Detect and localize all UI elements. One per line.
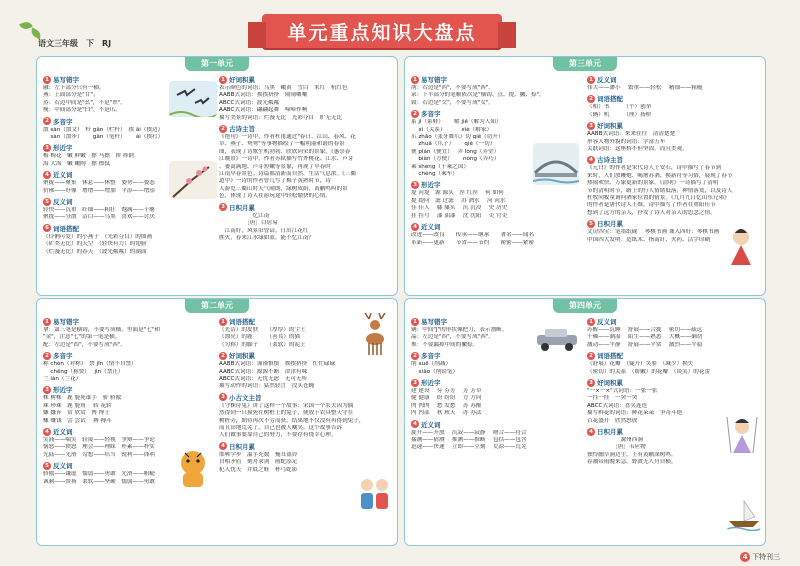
content-line: （烂漫无比）的春天 （波光粼粼）的湖面	[43, 248, 147, 255]
girl-swing-illustration	[723, 417, 761, 459]
content-line: 草、燕子、鸳鸯"等事物描绘了一幅明丽和谐的春景	[219, 141, 345, 148]
content-line: 来时，人们放鞭炮、喝屠苏酒、换新符等习俗，展现了春节	[587, 172, 733, 179]
content-line: 乘 shèng（千乘之国）	[411, 163, 469, 170]
section-number-badge: 2	[411, 110, 419, 118]
section-title: 好词积累	[597, 379, 623, 388]
content-line: 录：下半部分的笔顺依次是"横钩、点、提、撇、捺"。	[411, 92, 545, 99]
content-line: 轻快——沉重 纤细——粗壮 饱满——干瘪	[43, 207, 155, 214]
section-heading	[411, 109, 583, 118]
content-line: 表示颜色的词语：乌黑 嫩黄 雪白 朱红 杭红色	[219, 85, 348, 91]
content-line: 揣测——猜测 推测——推断 包括——包含	[411, 437, 527, 444]
content-line: 瘦：中间部分是"臼"，不是爪。	[43, 107, 121, 114]
section-number-badge: 3	[587, 122, 595, 130]
content-line: 百花盛开 欣然怒放	[587, 417, 638, 424]
content-line: 邯郸学步 滥竽充数 掩耳盗铃	[219, 451, 298, 458]
content-line: 热闹欢快、万象更新的景象。《清明》一诗描写了清明	[587, 180, 719, 187]
unit1-card	[36, 56, 398, 296]
content-line: ABCC式词语：无忧无虑 无可无所	[219, 376, 308, 383]
section-number-badge: 1	[587, 318, 595, 326]
section-title: 日积月累	[229, 203, 255, 212]
section-number-badge: 2	[587, 95, 595, 103]
section-heading	[411, 222, 583, 231]
section-title: 古诗主旨	[597, 156, 623, 165]
content-line: 人们做事要靠自己的努力，不要存有侥幸心理。	[219, 432, 337, 439]
section-title: 易写错字	[53, 318, 79, 326]
section-title: 反义词	[53, 198, 73, 207]
grade-label: 语文三年级 下 RJ	[38, 39, 112, 48]
section-number-badge: 5	[587, 220, 595, 228]
section-title: 好词积累	[229, 76, 255, 84]
content-line: 一挂一挂 一突一突	[587, 395, 638, 402]
section-number-badge: 3	[219, 393, 227, 401]
section-number-badge: 1	[411, 76, 419, 84]
content-line: 佳 佳人 膝 膝头 沉 沉浸 史 历史	[411, 205, 508, 212]
footer-label: 下特刊三	[752, 553, 780, 561]
section-title: 好词积累	[597, 122, 623, 131]
section-heading	[411, 75, 583, 84]
content-line: 削 xuē（削减）	[411, 361, 452, 368]
content-line: ABCC式词语：喜笑连连	[587, 402, 648, 409]
title-ribbon	[262, 14, 502, 48]
section-heading	[219, 203, 393, 212]
car-illustration	[533, 325, 581, 353]
content-line: 《守株待兔》讲了这样一个故事：宋国一个农夫因为偶	[219, 402, 354, 409]
content-line: 革新——更新 节省——节约 密密——紧密	[411, 239, 535, 246]
content-line: 系 jì（系鞋） 解 jiě（解为人知）	[411, 119, 502, 126]
content-line: 健 健康 纷 纷纷 方 方向	[411, 395, 482, 402]
content-line: 文房四宝：笔墨纸砚 琴棋书画 兼入四好：琴棋书画	[587, 229, 720, 236]
page-footer	[740, 552, 780, 562]
section-heading	[43, 317, 215, 326]
section-number-badge: 1	[587, 76, 595, 84]
content-line: 的作者是唐代诗人王维，诗中描写了作者在重阳佳节	[587, 202, 716, 209]
section-heading	[411, 420, 583, 429]
plum-branch-illustration	[169, 161, 217, 199]
section-title: 词语搭配	[597, 352, 623, 361]
content-line: 拿：第三笔是横钩，不要写成横。里面是"七"和	[43, 327, 161, 333]
content-line: 胜火，春来江水绿如蓝。能不忆江南？	[219, 234, 315, 241]
section-title: 词语搭配	[229, 318, 255, 326]
content-line: 赚 赚钱 尝 尝试 搏 搏斗	[43, 417, 112, 424]
content-line: 杜牧向牧童询问酒家位置的情景。《九月九日忆山东兄弟》	[587, 195, 730, 202]
content-line: 兰 lán（兰花）	[43, 376, 82, 383]
section-number-badge: 1	[219, 318, 227, 326]
content-line: 融：左下部分只有一横。	[43, 85, 105, 91]
section-title: 古诗主旨	[229, 125, 255, 134]
content-line: 恼怒——愤怒 理会——理睬 朴素——朴实	[43, 444, 155, 451]
section-heading	[587, 155, 761, 164]
header	[0, 0, 800, 52]
tiger-illustration	[171, 445, 215, 489]
section-heading	[587, 121, 761, 130]
content-line: 建 建设 芬 芬芳 芳 芳草	[411, 388, 482, 395]
unit4-card	[404, 298, 766, 546]
section-number-badge: 2	[219, 352, 227, 360]
content-line: （舒展）花瓣 （疑开）笑脸 （减少）损失	[587, 361, 694, 368]
content-line: AABB式词语：来来往往 清清楚楚	[587, 131, 676, 138]
section-title: 多音字	[421, 352, 441, 361]
section-title: 多音字	[421, 110, 441, 119]
content-line: 节的清明时节，路上的行人情绪低落，神情落寞，以及诗人	[587, 187, 733, 194]
section-number-badge: 1	[43, 318, 51, 326]
content-line: 江晚景》一诗中，作者苏轼描写竹外桃花、江水、芦芽	[219, 156, 354, 163]
section-number-badge: 3	[219, 203, 227, 211]
content-line: 杞人忧天 井底之蛙 杯弓蛇影	[219, 466, 298, 473]
section-number-badge: 3	[411, 379, 419, 387]
swallow-illustration	[169, 81, 217, 117]
content-line: （矿类无比）的天空 （轻快有力）的翅膀	[43, 241, 147, 248]
unit3-card	[404, 56, 766, 296]
section-number-badge: 2	[411, 352, 419, 360]
section-number-badge: 1	[43, 76, 51, 84]
section-heading	[43, 224, 215, 233]
content-line: 描写鲜花的词语：鲜花朵朵 争奇斗艳	[587, 410, 683, 417]
content-line: 散 sàn（散文） 杆 gān（栏杆） 挨 āi（挨边）	[43, 126, 164, 133]
content-line: 关联词语：这座桥不但坚固，而且美观。	[587, 146, 688, 153]
section-number-badge: 4	[587, 428, 595, 436]
content-line: 堤 河堤 源 源头 涅 红涅 何 如何	[411, 190, 504, 197]
section-title: 多音字	[53, 117, 73, 126]
content-line: 辆：中间"J"的形状像把刀，表示割断。	[411, 327, 508, 333]
content-line: （光洁）的皮肤 （厚厚）的尘土	[219, 327, 306, 333]
unit2-card	[36, 298, 398, 546]
unit4-title: 第四单元	[553, 299, 617, 313]
section-number-badge: 4	[43, 171, 51, 179]
section-title: 词语搭配	[597, 95, 623, 104]
section-number-badge: 2	[587, 352, 595, 360]
section-title: 形近字	[53, 386, 73, 395]
content-line: （漂亮）的鹿 （善良）的猫	[219, 334, 301, 341]
section-title: 小古文主旨	[229, 393, 262, 402]
content-line: 激动——平静 舒展——平常 激烈——平稳	[587, 341, 703, 348]
bridge-illustration	[533, 143, 579, 185]
content-line: chéng（乘车）	[411, 171, 458, 178]
content-line: 迅速——快速 立即——立刻 荒凉——荒芜	[411, 444, 527, 451]
section-heading	[587, 351, 761, 360]
section-title: 日积月累	[597, 428, 623, 437]
content-line: 独怜幽草涧边生，上有黄鹂深树鸣。	[587, 451, 677, 458]
child-in-red-illustration	[721, 225, 761, 269]
section-number-badge: 3	[43, 144, 51, 152]
content-line: （辆）机 （座）扬桥	[587, 111, 652, 118]
section-heading	[43, 117, 215, 126]
section-heading	[219, 442, 393, 451]
section-title: 词语搭配	[53, 224, 79, 233]
content-line: 挂 挂号 漆 油漆 沈 沈阳 吏 官吏	[411, 212, 508, 219]
content-line: 而且田地荒芜了，自己也被人嘲笑。这个故事告诉	[219, 425, 343, 432]
section-heading	[43, 143, 215, 152]
boat-illustration	[727, 495, 761, 531]
unit2-left-column	[43, 315, 215, 541]
section-heading	[43, 351, 215, 360]
content-line: chēng（称赞） jìn（禁止）	[43, 368, 124, 375]
section-title: 近义词	[421, 223, 441, 232]
content-line: 干燥——潮湿 陌生——熟悉 大概——确切	[587, 334, 703, 341]
unit1-title: 第一单元	[185, 57, 249, 71]
content-line: 自相矛盾 刻舟求剑 画蛇添足	[219, 459, 298, 466]
section-heading	[587, 378, 761, 387]
content-line: 色，体现了诗人在游玩途中轻松愉快的心情。	[219, 193, 331, 200]
content-line: zhuǎ（爪子） qiè（一切）	[411, 141, 496, 148]
unit2-title: 第二单元	[185, 299, 249, 313]
content-line: "一×一×"式词语：一张一张	[587, 388, 658, 395]
content-line: 燕：上面部分是"廿"。	[43, 92, 99, 99]
content-line: （密切）的关系 （娇嫩）的花瓣 （谈笑）的花蕾	[587, 368, 711, 375]
section-number-badge: 6	[43, 224, 51, 232]
unit3-title: 第三单元	[553, 57, 617, 71]
page-number: 4	[740, 552, 750, 562]
section-number-badge: 2	[43, 117, 51, 125]
content-line: 晶：左边是"西"，不要写成"西"。	[411, 334, 495, 341]
content-line: 致：右边是"攵"，不要写成"女"。	[411, 99, 495, 106]
content-line: 聚拢——聚集 休息——休整 姿势——姿态	[43, 180, 155, 187]
content-line: 伟大——渺小 繁重——轻松 精细——粗糙	[587, 85, 703, 91]
content-line: 仿佛——好像 增增——增加 平添——增添	[43, 187, 155, 194]
section-title: 易写错字	[421, 76, 447, 84]
content-line: ABCC式词语：波光粼粼	[219, 99, 280, 106]
content-line: AABC式词语：翩翩起舞 啼啼作响	[219, 107, 308, 114]
content-line: 改进——改良 传承——继承 著名——闻名	[411, 232, 535, 239]
section-title: 反义词	[53, 462, 73, 471]
section-heading	[411, 378, 583, 387]
content-line: 《绝句》一诗中，作者杜甫通过"春日、江山、春风、花	[219, 134, 356, 141]
content-line: ［唐］韦应物	[587, 444, 646, 451]
content-line: 江南早春景色。诗篇都清新而自然、生活气息浓。《三衢	[219, 171, 357, 178]
section-title: 形近字	[421, 379, 441, 388]
content-line: 人游览三衢山时天气晴朗，绿树成荫，黄鹂鸣叫的景	[219, 185, 348, 192]
section-number-badge: 4	[411, 420, 419, 428]
section-heading	[219, 124, 393, 133]
content-line: xiāo（削铅笔）	[411, 368, 459, 375]
content-line: sàn（散步） gǎn（笔杆） ái（挨打）	[43, 134, 164, 141]
content-line: 提 提问 滤 过滤 洱 酒水 河 河水	[411, 197, 506, 204]
content-line: 讽刺——赞扬 柔软——坚硬 懦弱——勇敢	[43, 478, 155, 485]
content-line: AABB式词语：谨谨慎慎 挨挨挤挤 忙忙碌碌	[219, 361, 336, 368]
content-line: 江南好，风景旧曾谙。日出江花红	[219, 227, 309, 234]
section-heading	[43, 427, 215, 436]
section-number-badge: 2	[219, 125, 227, 133]
content-line: 《元日》的作者是宋代诗人王安石，诗中描写了春节到	[587, 165, 722, 172]
content-line: 内 内部 秋 秋天 办 办法	[411, 410, 482, 417]
section-title: 近义词	[53, 428, 73, 437]
content-line: 海 大海 嫩 嫩陶 擦 擦拭	[43, 160, 127, 167]
section-title: 形近字	[421, 181, 441, 190]
content-line: （相）书 （个）创举	[587, 104, 652, 111]
unit1-right-column	[219, 73, 393, 291]
content-line: 便 pián（便宜） 弄 lòng（弄堂）	[411, 148, 500, 155]
content-line: "金"，注意"七"的第一笔是横。	[43, 334, 121, 341]
content-line: 笑涌——喘笑 轻蔑——轻视 争辩——争论	[43, 437, 155, 444]
content-line: AABC式词语：源源不断 津津有味	[219, 368, 308, 375]
content-line: 肉 肉肉 愁 发愁 苏 苏醒	[411, 402, 482, 409]
content-line: 树桩旁，期待再次不劳而获，结果地不仅没有再得到兔子，	[219, 417, 365, 424]
content-line: 光陆——光滑 勾想——培当 锐利——锋利	[43, 451, 155, 458]
deer-illustration	[359, 313, 391, 357]
content-line: 然得到一只撞死在树桩上的兔子，便放下农具整天守在	[219, 410, 354, 417]
content-line: 聚拢——分散 洁白——乌黑 喜欢——讨厌	[43, 214, 155, 221]
content-line: 中国四大发明：造纸术、指南针、火药、活字印刷	[587, 236, 711, 243]
section-number-badge: 4	[43, 428, 51, 436]
content-line: 凿：右边是"西"，不要写成"西"。	[411, 85, 495, 91]
section-number-badge: 4	[411, 223, 419, 231]
section-title: 易写错字	[53, 76, 79, 84]
section-number-badge: 1	[219, 76, 227, 84]
section-heading	[43, 385, 215, 394]
content-line: 描写动作的词语：猛然轻言 没头苍蝇	[219, 383, 315, 390]
content-line: biàn（方便） nòng（弄巧）	[411, 156, 500, 163]
section-number-badge: 4	[587, 156, 595, 164]
section-number-badge: 4	[219, 442, 227, 450]
content-line: 旋开——开放 沉寂——寂静 吻合——符合	[411, 429, 527, 436]
content-line: （匀称）的脚子 （柔软）的泥土	[219, 341, 306, 348]
section-heading	[219, 393, 393, 402]
section-heading	[587, 94, 761, 103]
content-line: 滁州西涧	[587, 437, 643, 444]
content-line: 图，表现了诗歌生机勃勃、欣欣向荣的景象。《惠崇春	[219, 148, 351, 155]
section-title: 形近字	[53, 144, 73, 153]
content-line: 忆江南	[219, 212, 270, 219]
section-title: 日积月累	[229, 442, 255, 451]
content-line: 描写美景的词语：烂漫无比 光彩夺目 旷无无比	[219, 114, 343, 121]
section-number-badge: 2	[43, 352, 51, 360]
content-line: 蒸：右边中间是"幺"，不是"糸"。	[43, 99, 127, 106]
content-line: （伶俐可爱）的小燕子 （光彩夺目）的图画	[43, 233, 153, 240]
section-number-badge: 3	[587, 379, 595, 387]
content-line: 株 树株 鹿 鹿死谁手 骄 骄傲	[43, 395, 122, 402]
content-line: AABB式词语：挨挨挤挤 闹闹嚷嚷	[219, 92, 308, 99]
section-title: 反义词	[597, 76, 617, 84]
content-line: 参：不要漏掉中间的撇捺。	[411, 341, 479, 348]
content-line: 骄傲——谦虚 懦弱——勇敢 光滑——粗糙	[43, 471, 155, 478]
section-heading	[587, 75, 761, 84]
section-title: 近义词	[53, 171, 73, 180]
page-title: 单元重点知识大盘点	[287, 21, 477, 44]
section-number-badge: 3	[43, 386, 51, 394]
section-title: 好词积累	[229, 352, 255, 361]
content-line: 配：左边是"酉"，不要写成"西"。	[43, 341, 127, 348]
section-number-badge: 3	[411, 181, 419, 189]
section-title: 近义词	[421, 420, 441, 429]
section-title: 多音字	[53, 352, 73, 361]
content-line: xì（关系） xiè（解家）	[411, 126, 493, 133]
section-title: 易写错字	[421, 318, 447, 326]
section-heading	[587, 317, 761, 326]
section-title: 反义词	[597, 318, 617, 326]
content-line: 嫌 嫌弃 赏 欣赏 博 博士	[43, 410, 110, 417]
content-line: 道中》一诗的作者曾几写了梅子黄熟时节，诗	[219, 178, 331, 185]
content-line: ［唐］白居易	[219, 220, 278, 227]
section-number-badge: 5	[43, 462, 51, 470]
content-line: 梅 梅花 嫩 鲜嫩 擦 马擦 摔 摔倒	[43, 153, 135, 160]
section-number-badge: 1	[411, 318, 419, 326]
children-illustration	[355, 475, 393, 515]
content-line: 想到了远方的亲人，抒发了诗人对亲人的思念之情。	[587, 209, 716, 216]
content-line: 苏醒——沉睡 舒展——合拢 密切——疏远	[587, 327, 703, 333]
content-line: 形容人物外貌的词语：学富五车	[587, 138, 666, 145]
content-line: 称 chèn（对称） 禁 jīn（情不自禁）	[43, 361, 137, 368]
content-line: 春潮带雨晚来急，野渡无人舟自横。	[587, 459, 677, 466]
content-line: 、蒌蒿满地、芦芽短嫩等景象，再现了早春时	[219, 163, 331, 170]
section-number-badge: 5	[43, 198, 51, 206]
section-heading	[219, 75, 393, 84]
content-line: 爪 zhǎo（张牙舞爪）切 qiē（切开）	[411, 134, 504, 141]
section-title: 日积月累	[597, 220, 623, 229]
content-line: 珠 珍珠 鹿 鹿角 轿 花轿	[43, 402, 112, 409]
